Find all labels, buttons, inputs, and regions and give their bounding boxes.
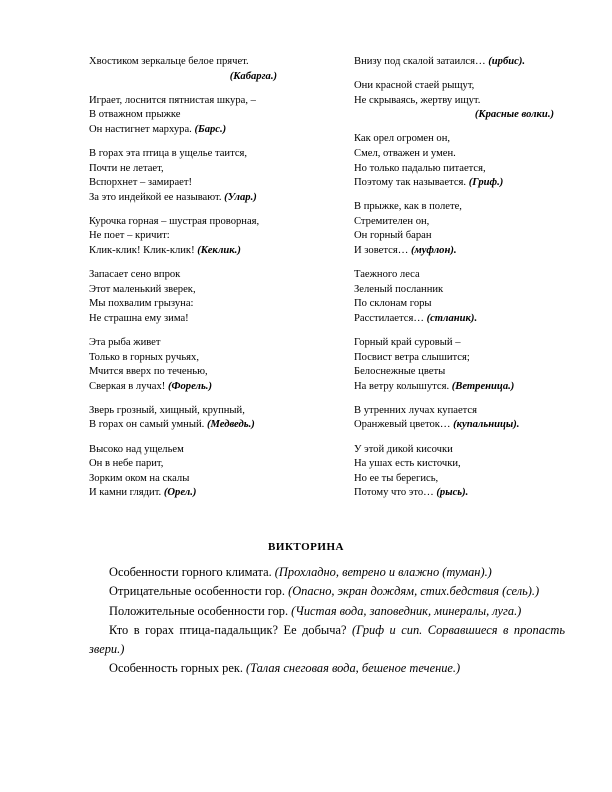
riddle-line: Запасает сено впрок [89, 269, 181, 281]
riddle [354, 79, 554, 123]
quiz-questions [89, 563, 565, 679]
riddle [89, 147, 329, 205]
riddle-line: Он в небе парит, [89, 458, 164, 470]
riddle-line: Клик-клик! Клик-клик! (Кеклик.) [89, 245, 241, 257]
riddle-line: Потому что это… (рысь). [354, 487, 469, 499]
riddle-answer: (Кабарга.) [229, 70, 277, 82]
riddle-line: В утренних лучах купается [354, 404, 477, 416]
question-text: Отрицательные особенности гор. [109, 584, 285, 599]
riddle [354, 200, 554, 258]
riddle-line: Расстилается… (стланик). [354, 312, 478, 324]
riddle-line: Только в горных ручьях, [89, 351, 199, 363]
riddle-line: Стремителен он, [354, 215, 430, 227]
riddle-line: Они красной стаей рыщут, [354, 80, 475, 92]
riddle-line: И камни глядит. (Орел.) [89, 487, 197, 499]
question-answer: (Талая снеговая вода, бешеное течение.) [246, 661, 461, 676]
riddle-line: В горах он самый умный. (Медведь.) [89, 419, 255, 431]
riddle-line: Оранжевый цветок… (купальницы). [354, 419, 520, 431]
riddle-line: Не страшна ему зима! [89, 312, 189, 324]
riddle-answer: (Медведь.) [206, 419, 255, 431]
question-answer: (Чистая вода, заповедник, минералы, луга.) [291, 603, 522, 618]
riddle [354, 268, 554, 326]
riddle [354, 443, 554, 501]
riddle-line: Внизу под скалой затаился… (ирбис). [354, 56, 526, 67]
riddle-line: Играет, лоснится пятнистая шкура, – [89, 94, 256, 106]
riddle-line: На ушах есть кисточки, [354, 458, 461, 470]
riddle-answer: (рысь). [436, 487, 469, 499]
riddle [89, 336, 329, 394]
riddle-line: По склонам горы [354, 298, 432, 310]
riddle [89, 404, 329, 433]
riddle [354, 132, 554, 190]
quiz-question [89, 582, 565, 601]
riddle-line: В прыжке, как в полете, [354, 201, 462, 213]
riddle [89, 268, 329, 326]
riddle-line: В отважном прыжке [89, 109, 181, 121]
question-answer: (Прохладно, ветрено и влажно (туман).) [274, 565, 492, 579]
riddle-answer: (Барс.) [194, 123, 227, 135]
riddle [89, 443, 329, 501]
quiz-question [89, 602, 565, 621]
riddle-line: Но только падалью питается, [354, 162, 486, 174]
riddle-answer: (купальницы). [453, 419, 520, 431]
riddle-answer: (стланик). [426, 312, 478, 324]
quiz-title: ВИКТОРИНА [268, 541, 344, 553]
riddle-line: Хвостиком зеркальце белое прячет. [89, 56, 249, 67]
quiz-question [89, 563, 565, 582]
riddle-answer: (Гриф.) [468, 177, 504, 189]
riddle-line: Таежного леса [354, 269, 420, 281]
question-text: Особенности горного климата. [109, 565, 272, 579]
riddle-answer: (Кеклик.) [197, 245, 241, 257]
riddle-line: Зеленый посланник [354, 283, 444, 295]
riddle [354, 336, 554, 394]
riddle [354, 404, 554, 433]
riddle-line: Этот маленький зверек, [89, 283, 196, 295]
riddle-line: Зверь грозный, хищный, крупный, [89, 404, 245, 416]
riddle-line: Но ее ты берегись, [354, 472, 439, 484]
quiz-question [89, 659, 565, 678]
riddle-line: Высоко над ущельем [89, 443, 184, 455]
riddle-line: Мчится вверх по теченью, [89, 366, 208, 378]
riddle-answer: (Форель.) [167, 380, 212, 392]
riddle-line: Почти не летает, [89, 162, 164, 174]
riddle [89, 94, 329, 138]
riddle-line: Поэтому так называется. (Гриф.) [354, 177, 504, 189]
riddle-line: Сверкая в лучах! (Форель.) [89, 380, 212, 392]
riddle-line: Он настигнет мархура. (Барс.) [89, 123, 227, 135]
riddle-line: Смел, отважен и умен. [354, 147, 456, 159]
question-answer: (Опасно, экран дождям, стих.бедствия (сель).) [288, 584, 540, 599]
riddle-line: Эта рыба живет [89, 337, 161, 348]
riddle [89, 55, 329, 84]
riddle-line: За это индейкой ее называют. (Улар.) [89, 191, 257, 203]
question-text: Кто в горах птица-падальщик? Ее добыча? [109, 622, 347, 637]
riddle-line: На ветру колышутся. (Ветреница.) [354, 380, 515, 392]
riddle [354, 55, 554, 70]
riddle [89, 215, 329, 259]
riddle-answer: (Орел.) [163, 487, 197, 499]
quiz-question [89, 621, 565, 660]
riddle-line: Не поет – кричит: [89, 230, 170, 242]
riddle-line: Мы похвалим грызуна: [89, 298, 194, 310]
riddle-line: Белоснежные цветы [354, 366, 446, 378]
riddle-answer: (муфлон). [410, 245, 457, 257]
riddle-line: В горах эта птица в ущелье таится, [89, 147, 248, 159]
right-riddle-column [354, 55, 554, 510]
riddle-line: Как орел огромен он, [354, 133, 451, 145]
riddle-answer: (Улар.) [224, 191, 257, 203]
riddle-line: Зорким оком на скалы [89, 472, 190, 484]
riddle-line: Горный край суровый – [354, 337, 461, 348]
riddle-line: Курочка горная – шустрая проворная, [89, 215, 260, 227]
riddle-line: Не скрываясь, жертву ищут. [354, 94, 481, 106]
riddle-answer: (ирбис). [488, 56, 526, 67]
question-text: Положительные особенности гор. [109, 603, 289, 618]
question-text: Особенность горных рек. [109, 661, 243, 676]
riddle-line: Посвист ветра слышится; [354, 351, 470, 363]
riddle-line: И зовется… (муфлон). [354, 245, 457, 257]
left-riddle-column [89, 55, 329, 510]
riddle-answer: (Красные волки.) [474, 109, 554, 121]
riddle-line: Он горный баран [354, 230, 432, 242]
question-answer: (Гриф и сип. Сорвавшиеся в пропасть звери.) [89, 622, 565, 657]
riddle-answer: (Ветреница.) [451, 380, 515, 392]
riddle-line: Вспорхнет – замирает! [89, 177, 193, 189]
riddle-line: У этой дикой киcочки [354, 443, 453, 455]
